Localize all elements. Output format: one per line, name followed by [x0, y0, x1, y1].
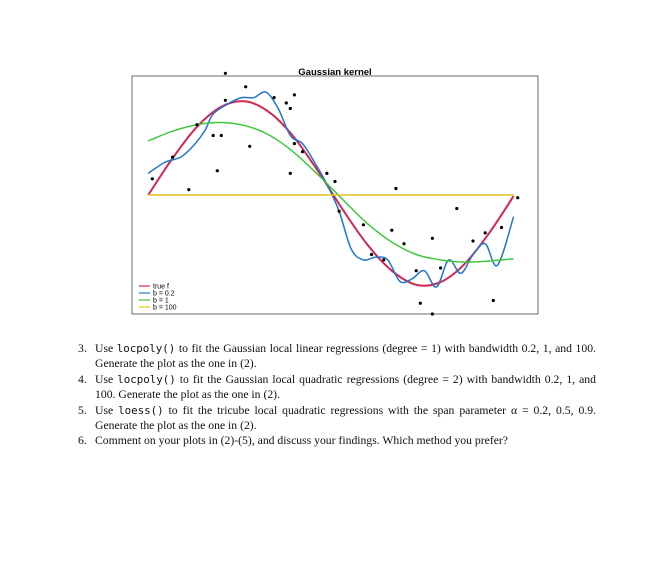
legend-label-b-100: b = 100	[153, 304, 177, 312]
legend-label-b-1: b = 1	[153, 297, 169, 305]
legend-label-b-0-2: b = 0.2	[153, 290, 175, 298]
data-point	[419, 302, 422, 305]
chart-legend	[139, 284, 177, 312]
question-code: loess()	[118, 403, 164, 417]
data-point	[471, 239, 474, 242]
data-point	[431, 312, 434, 315]
question-text-post: to fit the tricube local quadratic regressions with the span parameter α = 0.2, 0.5, 0.9. Generate the plot as the one in (2).	[95, 403, 596, 433]
data-point	[301, 150, 304, 153]
data-point	[224, 72, 227, 75]
question-text-pre: Use	[95, 372, 118, 386]
data-point	[455, 207, 458, 210]
data-point	[187, 188, 190, 191]
question-text	[95, 403, 596, 434]
question-item	[78, 341, 596, 372]
data-point	[394, 187, 397, 190]
data-point	[333, 180, 336, 183]
data-point	[382, 258, 385, 261]
question-text-post: to fit the Gaussian local quadratic regressions (degree = 2) with bandwidth 0.2, 1, and 100. Generate the plot as the one in (2).	[95, 372, 596, 402]
data-point	[289, 172, 292, 175]
data-point	[293, 142, 296, 145]
data-point	[439, 266, 442, 269]
data-point	[244, 85, 247, 88]
series-layer	[148, 92, 513, 287]
question-number: 6.	[78, 434, 87, 448]
legend-label-true-f: true f	[153, 283, 169, 291]
data-point	[338, 210, 341, 213]
data-point	[248, 145, 251, 148]
question-code: locpoly()	[117, 372, 176, 386]
data-point	[431, 237, 434, 240]
chart-title: Gaussian kernel	[298, 67, 372, 78]
question-text-pre: Use	[95, 342, 117, 355]
data-point	[362, 223, 365, 226]
data-point	[390, 229, 393, 232]
data-point	[216, 169, 219, 172]
question-text	[95, 372, 596, 403]
data-point	[325, 172, 328, 175]
question-list	[78, 341, 596, 449]
data-point	[289, 107, 292, 110]
data-point	[224, 99, 227, 102]
question-text-post: to fit the Gaussian local linear regressions (degree = 1) with bandwidth 0.2, 1, and 100. Generate the plot as the one in (2).	[95, 342, 596, 371]
data-point	[195, 123, 198, 126]
question-item	[78, 433, 596, 448]
question-text-pre: Comment on your plots in (2)-(5), and discuss your findings. Which method you prefer?	[95, 434, 508, 448]
data-point	[484, 231, 487, 234]
question-number: 5.	[78, 403, 87, 417]
data-point	[273, 96, 276, 99]
question-number: 3.	[78, 342, 87, 355]
question-item	[78, 372, 596, 403]
data-point	[285, 101, 288, 104]
data-point	[402, 242, 405, 245]
question-number: 4.	[78, 372, 87, 386]
question-text-pre: Use	[95, 403, 119, 417]
data-point	[370, 253, 373, 256]
data-point	[171, 156, 174, 159]
data-point	[492, 299, 495, 302]
question-code: locpoly()	[116, 342, 176, 355]
data-point	[293, 93, 296, 96]
data-point	[151, 177, 154, 180]
question-item	[78, 403, 596, 434]
question-text	[95, 433, 596, 448]
data-points	[151, 72, 520, 316]
data-point	[220, 134, 223, 137]
data-point	[415, 269, 418, 272]
data-point	[500, 226, 503, 229]
question-text	[95, 341, 596, 372]
data-point	[516, 196, 519, 199]
data-point	[212, 134, 215, 137]
